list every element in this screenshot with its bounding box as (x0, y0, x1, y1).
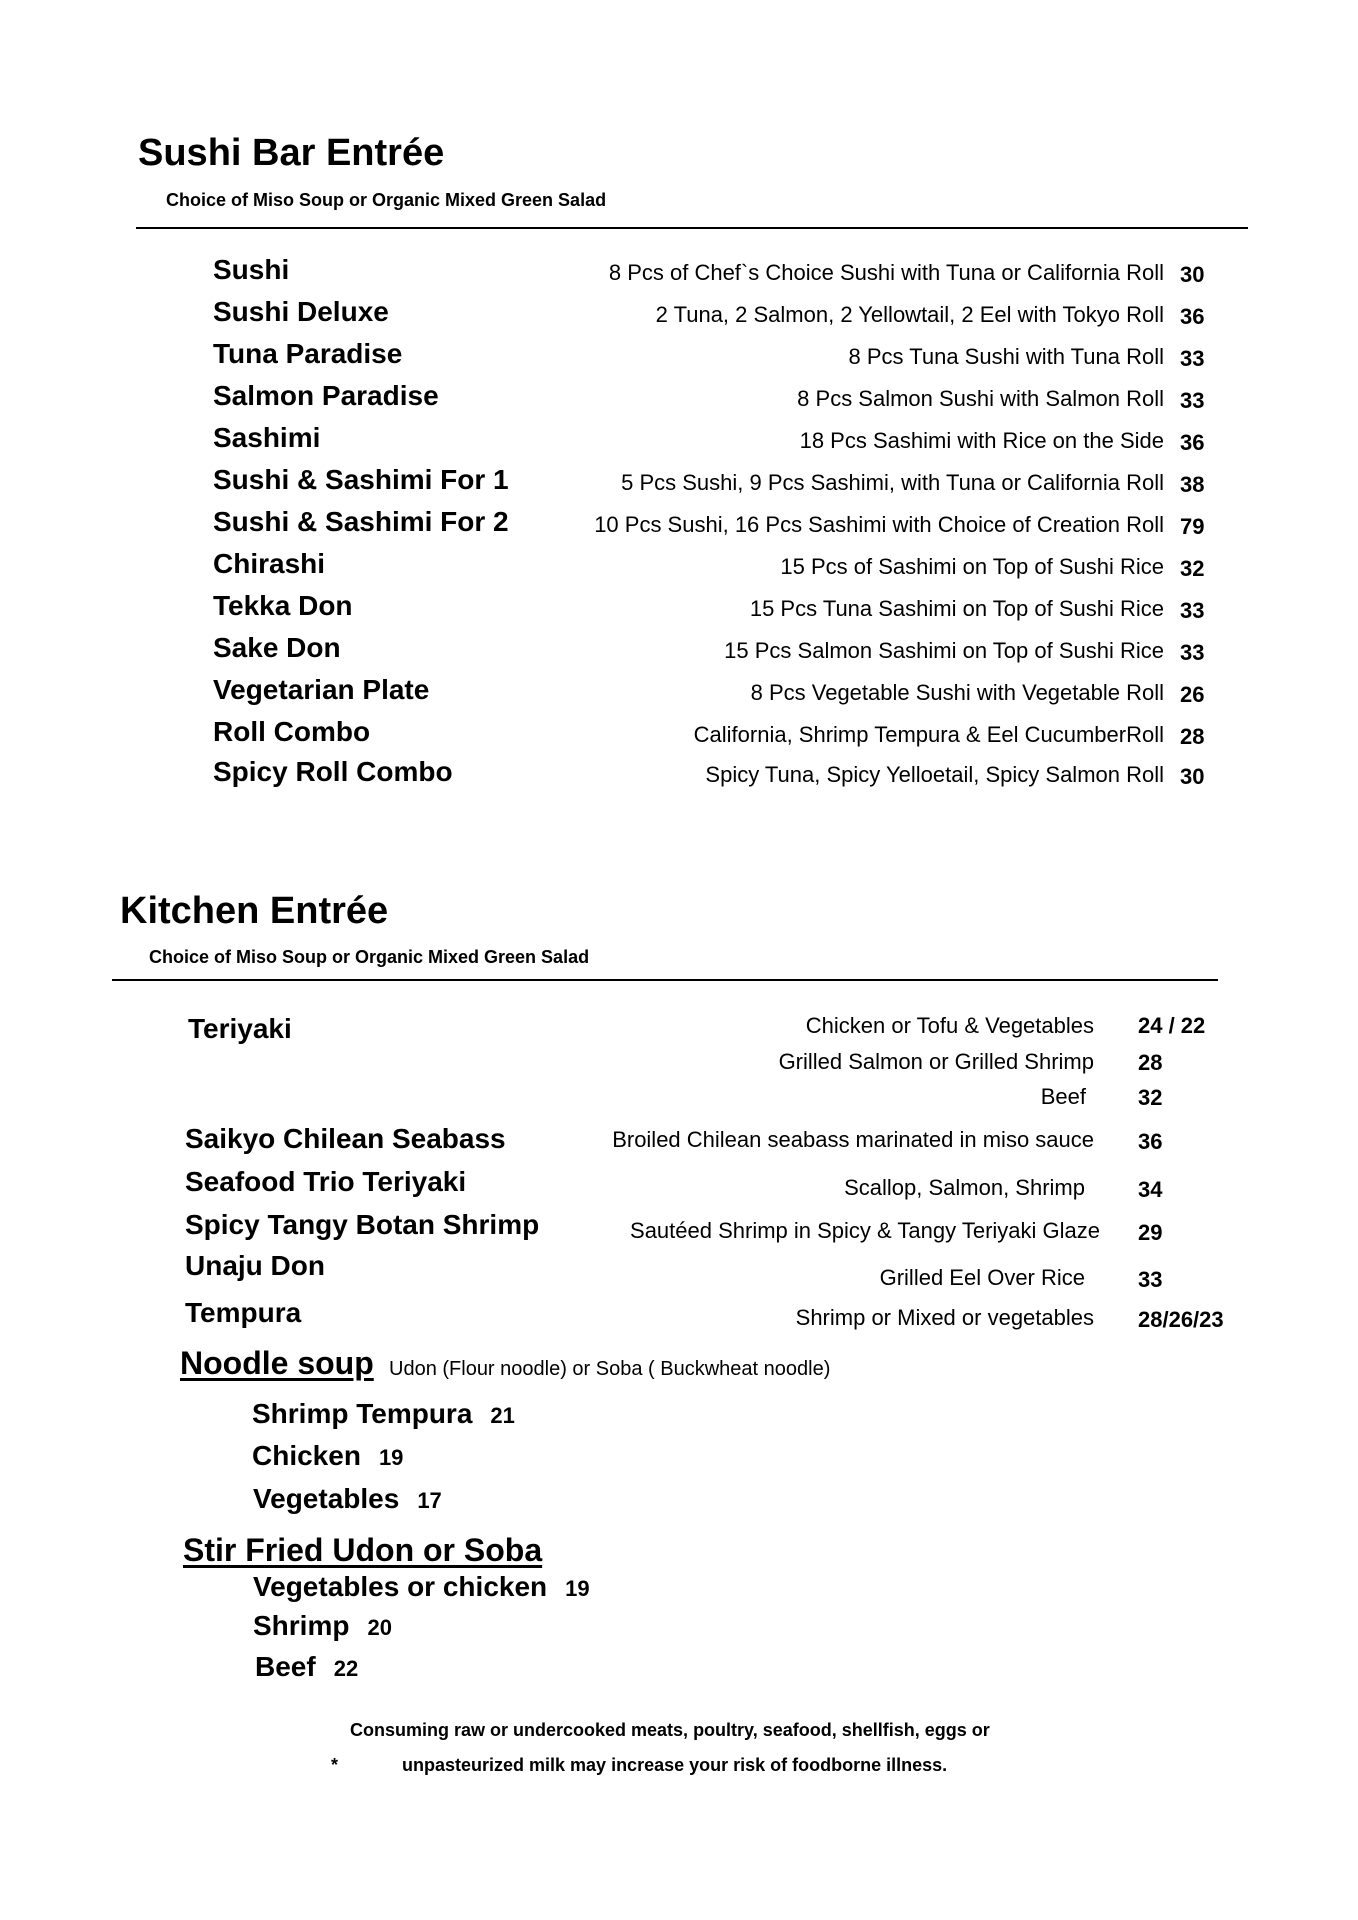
menu-item-price: 36 (1138, 1129, 1163, 1154)
menu-item-desc: California, Shrimp Tempura & Eel CucumberRoll (693, 722, 1164, 747)
menu-item-name: Seafood Trio Teriyaki (185, 1166, 467, 1197)
sushi-bar-subtitle: Choice of Miso Soup or Organic Mixed Green Salad (166, 190, 607, 210)
menu-item-name: Spicy Tangy Botan Shrimp (185, 1209, 540, 1240)
menu-item-desc: 15 Pcs Salmon Sashimi on Top of Sushi Rice (724, 638, 1164, 663)
menu-item-price: 33 (1138, 1267, 1163, 1292)
menu-item-name: Roll Combo (213, 716, 371, 747)
menu-item-name: Chicken (252, 1440, 361, 1471)
menu-item-desc: 8 Pcs Vegetable Sushi with Vegetable Roll (750, 680, 1164, 705)
menu-item-name: Shrimp Tempura (252, 1398, 473, 1429)
menu-item-price: 20 (367, 1615, 392, 1640)
menu-item-name: Unaju Don (185, 1250, 325, 1281)
menu-item-price: 26 (1180, 682, 1205, 707)
kitchen-divider (112, 979, 1218, 981)
menu-item-price: 17 (417, 1488, 442, 1513)
stir-fried-title: Stir Fried Udon or Soba (183, 1532, 543, 1568)
menu-item-name: Tempura (185, 1297, 302, 1328)
menu-item-name: Saikyo Chilean Seabass (185, 1123, 506, 1154)
list-item (252, 1440, 403, 1472)
menu-item-price: 28 (1180, 724, 1205, 749)
menu-item-desc: 15 Pcs Tuna Sashimi on Top of Sushi Rice (749, 596, 1164, 621)
list-item (252, 1398, 515, 1430)
list-item (255, 1651, 358, 1683)
menu-item-name: Salmon Paradise (213, 380, 439, 411)
menu-item-desc: Scallop, Salmon, Shrimp (844, 1175, 1085, 1200)
menu-item-price: 19 (378, 1445, 404, 1470)
menu-item-name: Shrimp (253, 1610, 350, 1641)
menu-item-desc: 8 Pcs Tuna Sushi with Tuna Roll (848, 344, 1164, 369)
menu-item-name: Sake Don (213, 632, 341, 663)
noodle-soup-note: Udon (Flour noodle) or Soba ( Buckwheat noodle) (389, 1358, 831, 1380)
menu-item-desc: 15 Pcs of Sashimi on Top of Sushi Rice (780, 554, 1164, 579)
disclaimer-asterisk: * (331, 1755, 339, 1775)
disclaimer-line-1: Consuming raw or undercooked meats, poultry, seafood, shellfish, eggs or (350, 1720, 990, 1740)
menu-item-name: Vegetables or chicken (253, 1571, 548, 1602)
menu-item-desc: Spicy Tuna, Spicy Yelloetail, Spicy Salmon Roll (705, 762, 1164, 787)
menu-item-desc: Sautéed Shrimp in Spicy & Tangy Teriyaki Glaze (630, 1218, 1100, 1243)
menu-item-name: Beef (255, 1651, 316, 1682)
menu-item-desc: Grilled Eel Over Rice (879, 1265, 1085, 1290)
menu-item-desc: Shrimp or Mixed or vegetables (795, 1305, 1094, 1330)
menu-item-price: 30 (1180, 262, 1205, 287)
menu-item-price: 29 (1138, 1220, 1163, 1245)
kitchen-subtitle: Choice of Miso Soup or Organic Mixed Green Salad (149, 947, 590, 967)
menu-item-desc: 10 Pcs Sushi, 16 Pcs Sashimi with Choice of Creation Roll (594, 512, 1164, 537)
menu-item-name: Sushi & Sashimi For 2 (213, 506, 509, 537)
menu-item-price: 36 (1180, 304, 1205, 329)
menu-item-name: Tuna Paradise (213, 338, 403, 369)
menu-item-name: Spicy Roll Combo (213, 756, 453, 787)
sushi-bar-title: Sushi Bar Entrée (138, 132, 445, 174)
menu-item-price: 79 (1180, 514, 1205, 539)
menu-item-price: 30 (1180, 764, 1205, 789)
menu-item-desc: Chicken or Tofu & Vegetables (805, 1013, 1094, 1038)
kitchen-title: Kitchen Entrée (120, 890, 389, 932)
menu-item-desc: Beef (1040, 1084, 1086, 1109)
menu-item-name: Sushi & Sashimi For 1 (213, 464, 509, 495)
menu-item-desc: 5 Pcs Sushi, 9 Pcs Sashimi, with Tuna or California Roll (621, 470, 1164, 495)
menu-item-price: 24 / 22 (1138, 1013, 1206, 1038)
list-item (253, 1483, 442, 1515)
menu-item-price: 32 (1138, 1085, 1163, 1110)
menu-item-name: Sushi Deluxe (213, 296, 389, 327)
menu-item-name: Chirashi (213, 548, 326, 579)
menu-item-price: 33 (1180, 388, 1205, 413)
menu-item-name: Sushi (213, 254, 290, 285)
menu-item-price: 19 (565, 1576, 590, 1601)
sushi-bar-divider (136, 227, 1248, 229)
menu-item-desc: Broiled Chilean seabass marinated in miso sauce (612, 1127, 1094, 1152)
menu-item-name: Vegetables (253, 1483, 400, 1514)
menu-item-name: Teriyaki (188, 1013, 292, 1044)
menu-item-name: Vegetarian Plate (213, 674, 430, 705)
menu-item-price: 38 (1180, 472, 1205, 497)
list-item (253, 1571, 590, 1603)
menu-item-price: 22 (333, 1656, 359, 1681)
menu-item-desc: 8 Pcs Salmon Sushi with Salmon Roll (797, 386, 1164, 411)
menu-item-name: Tekka Don (213, 590, 353, 621)
menu-item-price: 33 (1180, 640, 1205, 665)
menu-item-price: 33 (1180, 598, 1205, 623)
disclaimer-line-2: unpasteurized milk may increase your risk of foodborne illness. (402, 1755, 948, 1775)
menu-item-desc: Grilled Salmon or Grilled Shrimp (778, 1049, 1094, 1074)
noodle-soup-title: Noodle soup (180, 1345, 374, 1381)
menu-item-price: 32 (1180, 556, 1205, 581)
menu-item-desc: 18 Pcs Sashimi with Rice on the Side (799, 428, 1164, 453)
menu-item-price: 21 (490, 1403, 515, 1428)
menu-item-price: 28 (1138, 1050, 1163, 1075)
menu-item-name: Sashimi (213, 422, 321, 453)
menu-item-desc: 2 Tuna, 2 Salmon, 2 Yellowtail, 2 Eel with Tokyo Roll (655, 302, 1164, 327)
menu-item-price: 34 (1138, 1177, 1163, 1202)
list-item (253, 1610, 392, 1642)
menu-item-price: 28/26/23 (1138, 1307, 1224, 1332)
menu-item-price: 36 (1180, 430, 1205, 455)
menu-item-price: 33 (1180, 346, 1205, 371)
menu-item-desc: 8 Pcs of Chef`s Choice Sushi with Tuna or California Roll (608, 260, 1164, 285)
